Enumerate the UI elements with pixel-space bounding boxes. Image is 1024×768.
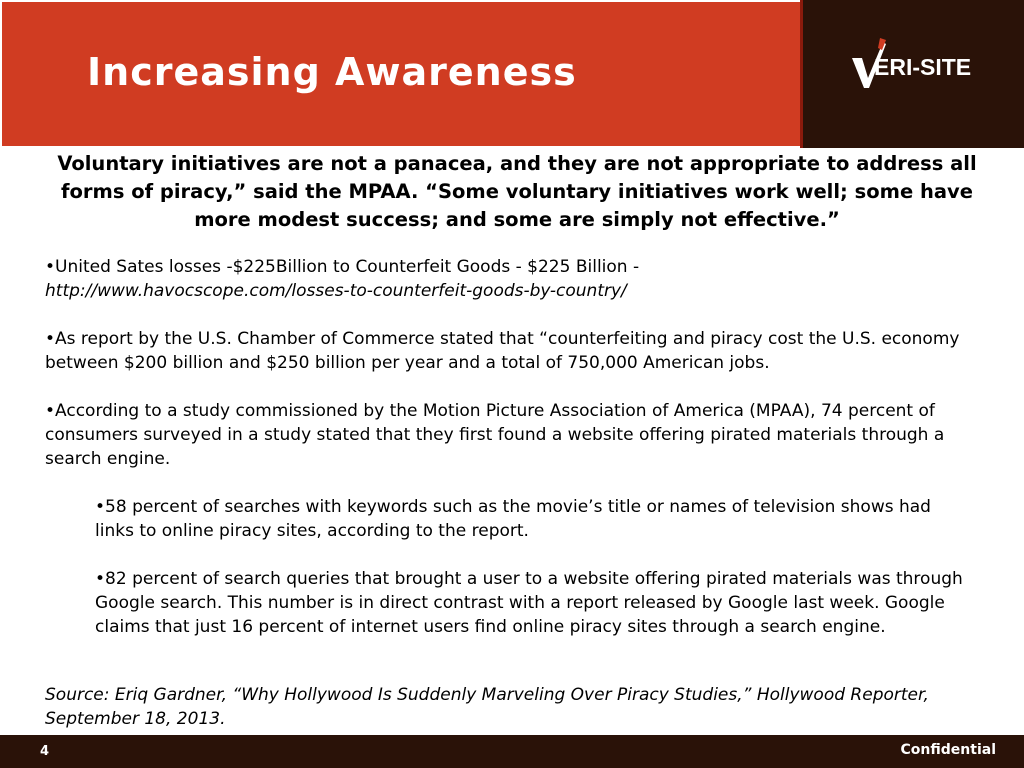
content-body [45, 255, 965, 639]
bullet-mpaa-study: •According to a study commissioned by the Motion Picture Association of America (MPAA), 74 percent of consumers surveyed in a study stated that they first found a website offering pirated materials through a search engine. [45, 401, 945, 469]
veri-site-logo [850, 38, 990, 98]
logo-wordmark: ERI-SITE [874, 54, 972, 80]
page-number: 4 [40, 744, 50, 759]
footer [0, 735, 1024, 768]
page-title: Increasing Awareness [87, 50, 577, 94]
bullet-82-percent: •82 percent of search queries that brought a user to a website offering pirated materials was through Google search. This number is in direct contrast with a report released by Google last week. Google claims that just 16 percent of internet users find online piracy sites through a search engine. [95, 569, 963, 637]
havocscope-link[interactable]: http://www.havocscope.com/losses-to-counterfeit-goods-by-country/ [45, 281, 627, 301]
bullet-us-losses-text: •United Sates losses -$225Billion to Counterfeit Goods - $225 Billion - [45, 257, 640, 277]
mpaa-quote: Voluntary initiatives are not a panacea, and they are not appropriate to address all forms of piracy,” said the MPAA. “Some voluntary initiatives work well; some have more modest success; and some are simply not effective.” [57, 152, 977, 231]
bullet-58-percent: •58 percent of searches with keywords such as the movie’s title or names of television shows had links to online piracy sites, according to the report. [95, 497, 931, 541]
header [0, 0, 1024, 148]
source-citation: Source: Eriq Gardner, “Why Hollywood Is Suddenly Marveling Over Piracy Studies,” Hollywood Reporter, September 18, 2013. [45, 685, 929, 729]
bullet-us-losses [45, 255, 965, 303]
bullet-chamber-of-commerce: •As report by the U.S. Chamber of Commerce stated that “counterfeiting and piracy cost the U.S. economy between $200 billion and $250 billion per year and a total of 750,000 American jobs. [45, 329, 960, 373]
confidential-label: Confidential [900, 742, 996, 758]
